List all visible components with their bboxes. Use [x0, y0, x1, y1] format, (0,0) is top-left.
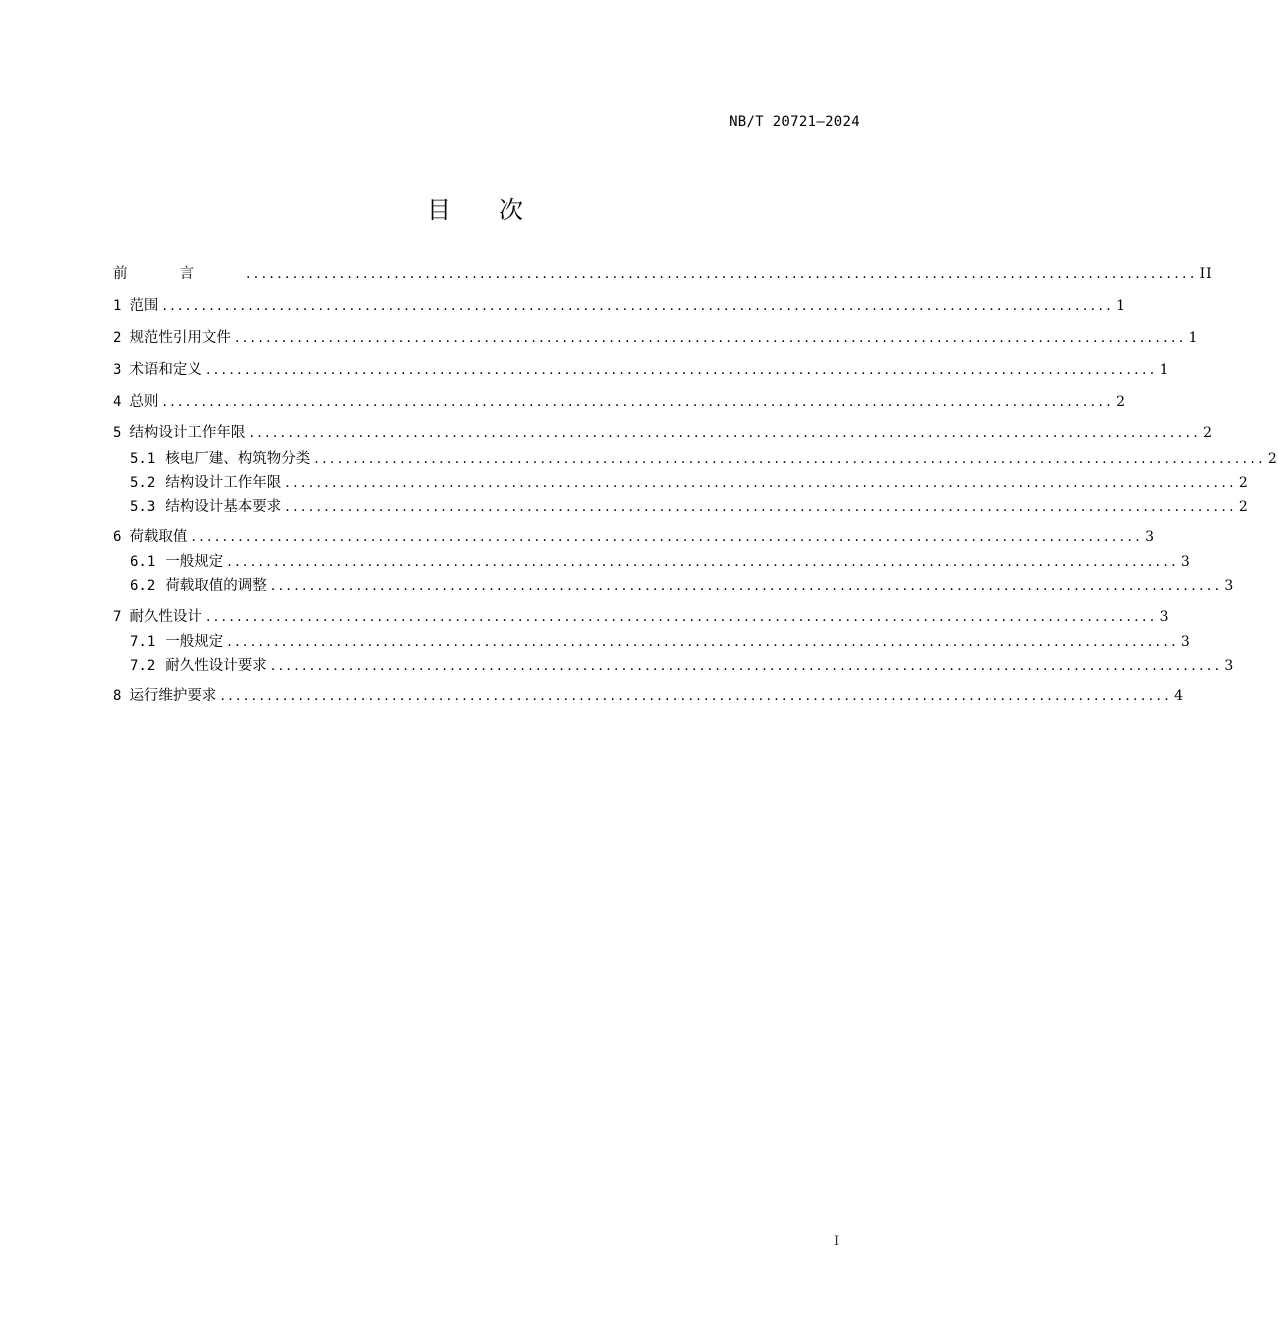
toc-entry-1[interactable]: [113, 296, 1126, 316]
dot-leader: ..........................................................................................................................: [205, 609, 1158, 625]
toc-entry-number: 7.2: [130, 658, 156, 674]
toc-entry-7-1[interactable]: [130, 632, 1191, 652]
toc-entry-2[interactable]: [113, 328, 1199, 348]
page-number: I: [834, 1234, 840, 1249]
dot-leader: ..........................................................................................................................: [191, 529, 1144, 545]
toc-entry-page: 3: [1180, 554, 1191, 570]
toc-entry-label: 术语和定义: [129, 362, 202, 378]
toc-entry-number: 3: [113, 362, 122, 378]
dot-leader: ..........................................................................................................................: [314, 451, 1266, 467]
toc-entry-label: 规范性引用文件: [129, 330, 231, 346]
toc-entry-number: 5.2: [130, 475, 156, 491]
toc-entry-label: 荷载取值: [129, 529, 188, 545]
toc-entry-page: 3: [1180, 634, 1191, 650]
toc-entry-5-1[interactable]: [130, 449, 1278, 469]
toc-entry-number: 5.1: [130, 451, 156, 467]
toc-entry-label: 结构设计工作年限: [129, 425, 246, 441]
toc-entry-6-2[interactable]: [130, 576, 1235, 596]
toc-entry-number: 7: [113, 609, 122, 625]
dot-leader: ..........................................................................................................................: [227, 554, 1179, 570]
toc-entry-label: 结构设计工作年限: [165, 475, 282, 491]
toc-entry-8[interactable]: [113, 686, 1184, 706]
toc-entry-page: 2: [1267, 451, 1278, 467]
toc-entry-4[interactable]: [113, 392, 1126, 412]
toc-entry-page: 1: [1188, 330, 1199, 346]
toc-entry-label: 耐久性设计要求: [165, 658, 267, 674]
dot-leader: ..........................................................................................................................: [270, 658, 1223, 674]
toc-entry-page: 3: [1159, 609, 1170, 625]
dot-leader: ..........................................................................................................................: [270, 578, 1223, 594]
toc-entry-number: 6: [113, 529, 122, 545]
dot-leader: ..........................................................................................................................: [220, 688, 1173, 704]
dot-leader: ..........................................................................................................................: [234, 330, 1187, 346]
toc-entry-page: II: [1199, 266, 1213, 282]
toc-entry-label: 耐久性设计: [129, 609, 202, 625]
toc-entry-label: 一般规定: [165, 634, 224, 650]
toc-entry-label: 前言: [113, 266, 246, 282]
dot-leader: ..........................................................................................................................: [249, 425, 1202, 441]
toc-entry-number: 8: [113, 688, 122, 704]
dot-leader: ..........................................................................................................................: [162, 394, 1115, 410]
toc-entry-label: 范围: [129, 298, 159, 314]
toc-entry-page: 3: [1145, 529, 1155, 545]
table-of-contents: [113, 0, 1278, 760]
toc-entry-label: 荷载取值的调整: [165, 578, 267, 594]
toc-entry-foreword[interactable]: [113, 264, 1213, 284]
toc-entry-number: 6.2: [130, 578, 156, 594]
toc-entry-5-2[interactable]: [130, 473, 1249, 493]
dot-leader: ..........................................................................................................................: [246, 266, 1198, 282]
toc-entry-number: 2: [113, 330, 122, 346]
toc-entry-page: 2: [1203, 425, 1213, 441]
toc-entry-7[interactable]: [113, 607, 1170, 627]
toc-entry-page: 1: [1116, 298, 1126, 314]
dot-leader: ..........................................................................................................................: [227, 634, 1179, 650]
toc-entry-6[interactable]: [113, 527, 1155, 547]
toc-entry-number: 5.3: [130, 499, 156, 515]
toc-entry-number: 5: [113, 425, 122, 441]
toc-entry-page: 2: [1116, 394, 1126, 410]
dot-leader: ..........................................................................................................................: [205, 362, 1158, 378]
toc-entry-3[interactable]: [113, 360, 1170, 380]
toc-entry-number: 7.1: [130, 634, 156, 650]
dot-leader: ..........................................................................................................................: [285, 499, 1237, 515]
toc-entry-6-1[interactable]: [130, 552, 1191, 572]
toc-entry-label: 结构设计基本要求: [165, 499, 282, 515]
toc-entry-5[interactable]: [113, 423, 1213, 443]
toc-entry-label: 一般规定: [165, 554, 224, 570]
dot-leader: ..........................................................................................................................: [285, 475, 1237, 491]
toc-entry-label: 运行维护要求: [129, 688, 217, 704]
toc-entry-5-3[interactable]: [130, 497, 1249, 517]
toc-entry-page: 3: [1224, 578, 1235, 594]
toc-entry-page: 4: [1174, 688, 1184, 704]
toc-entry-number: 6.1: [130, 554, 156, 570]
toc-entry-page: 3: [1224, 658, 1235, 674]
standard-code: NB/T 20721—2024: [729, 114, 860, 130]
toc-entry-page: 2: [1238, 499, 1249, 515]
toc-entry-page: 1: [1159, 362, 1170, 378]
toc-entry-number: 4: [113, 394, 122, 410]
toc-entry-label: 总则: [129, 394, 159, 410]
toc-entry-7-2[interactable]: [130, 656, 1235, 676]
toc-entry-number: 1: [113, 298, 122, 314]
toc-title: 目次: [427, 196, 571, 224]
dot-leader: ..........................................................................................................................: [162, 298, 1115, 314]
toc-entry-label: 核电厂建、构筑物分类: [165, 451, 311, 467]
toc-entry-page: 2: [1238, 475, 1249, 491]
